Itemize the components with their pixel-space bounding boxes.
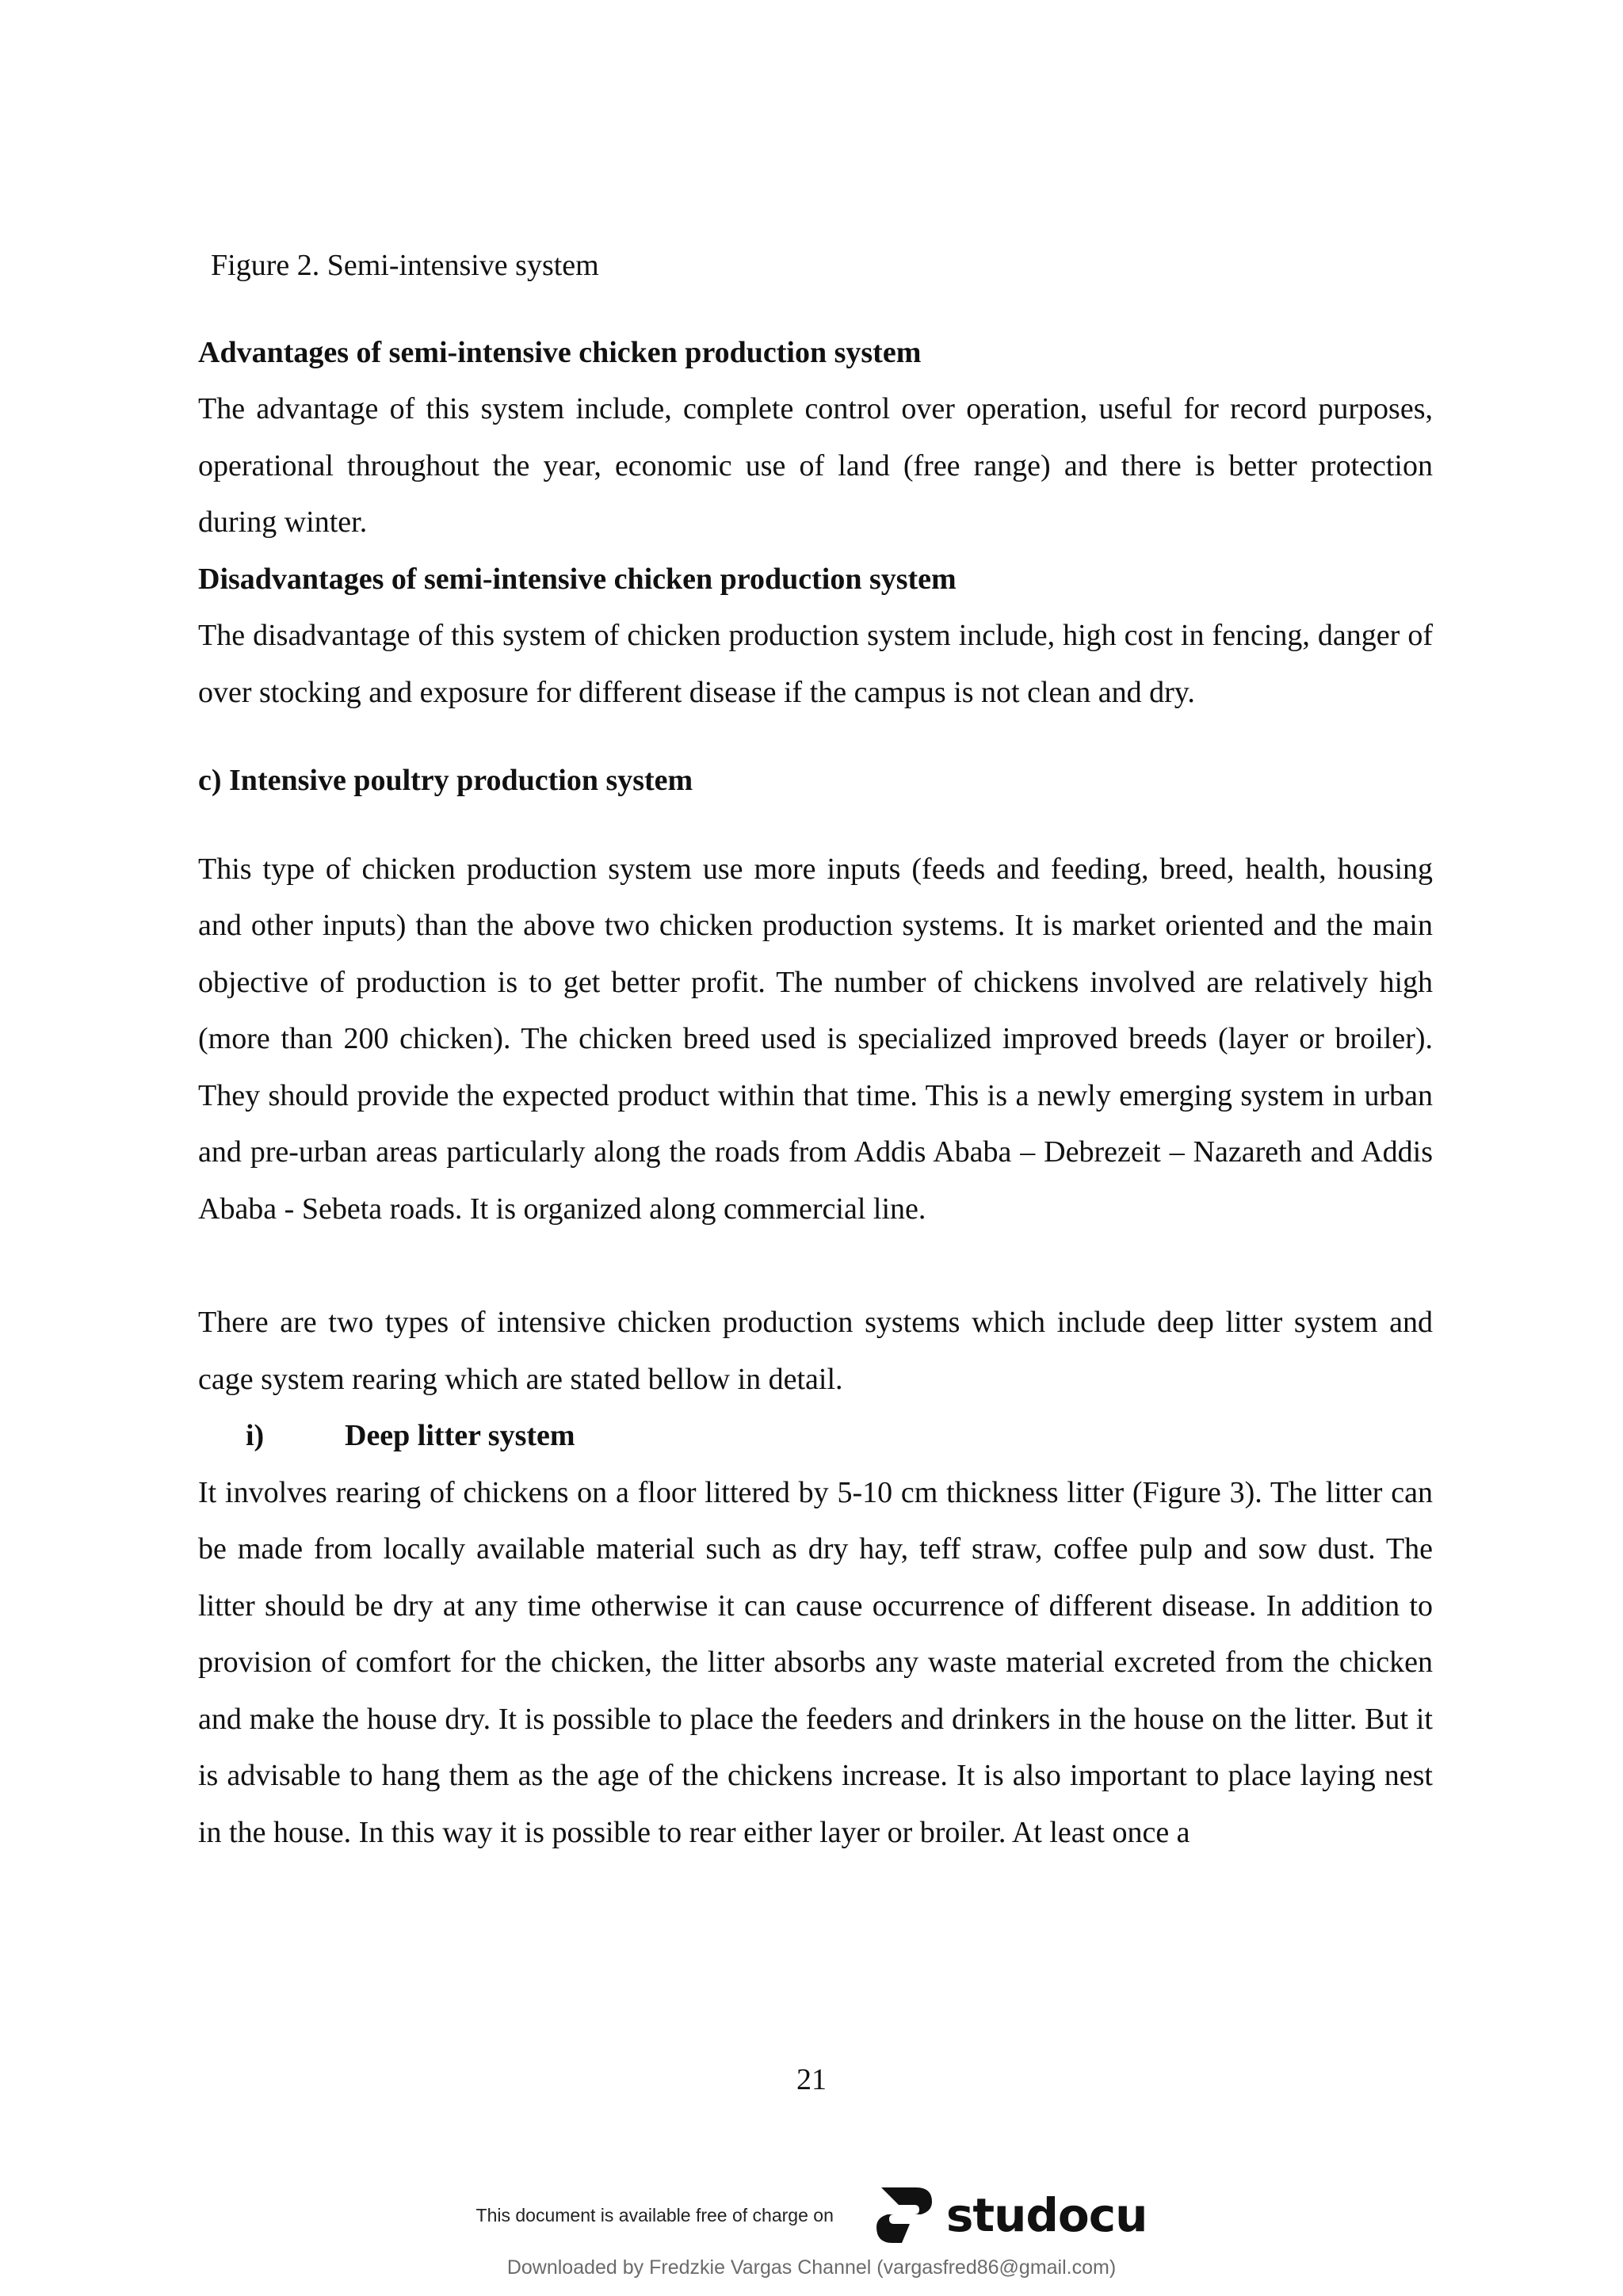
- deep-litter-heading: [198, 1408, 1433, 1465]
- studocu-brand-name: studocu: [945, 2188, 1148, 2242]
- studocu-logo-icon: [870, 2183, 938, 2248]
- studocu-link[interactable]: [870, 2183, 1148, 2248]
- deep-litter-number: i): [246, 1419, 265, 1452]
- disadvantages-heading: Disadvantages of semi-intensive chicken production system: [198, 562, 957, 596]
- footer-row: [476, 2183, 1148, 2248]
- deep-litter-title: Deep litter system: [345, 1419, 575, 1452]
- intensive-heading: c) Intensive poultry production system: [198, 764, 693, 797]
- page-number: 21: [796, 2063, 827, 2096]
- advantages-heading: Advantages of semi-intensive chicken production system: [198, 335, 922, 369]
- footer-note: This document is available free of charge on: [475, 2204, 834, 2225]
- intensive-paragraph: This type of chicken production system use more inputs (feeds and feeding, breed, health, housing and other inputs) than the above two chicken production systems. It is market oriented and the main objective of production is to get better profit. The number of chickens involved are relatively high (more than 200 chicken). The chicken breed used is specialized improved breeds (layer or broiler). They should provide the expected product within that time. This is a newly emerging system in urban and pre-urban areas particularly along the roads from Addis Ababa – Debrezeit – Nazareth and Addis Ababa - Sebeta roads. It is organized along commercial line.: [198, 852, 1433, 1226]
- figure-caption: Figure 2. Semi-intensive system: [211, 249, 599, 282]
- deep-litter-paragraph: It involves rearing of chickens on a floor littered by 5-10 cm thickness litter (Figure 3). The litter can be made from locally available material such as dry hay, teff straw, coffee pulp and sow dust. The litter should be dry at any time otherwise it can cause occurrence of different disease. In addition to provision of comfort for the chicken, the litter absorbs any waste material excreted from the chicken and make the house dry. It is possible to place the feeders and drinkers in the house on the litter. But it is advisable to hang them as the age of the chickens increase. It is also important to place laying nest in the house. In this way it is possible to rear either layer or broiler. At least once a: [198, 1475, 1433, 1849]
- download-note: Downloaded by Fredzkie Vargas Channel (vargasfred86@gmail.com): [506, 2256, 1117, 2279]
- page-content: [198, 238, 1433, 1861]
- types-paragraph: There are two types of intensive chicken production systems which include deep litter system and cage system rearing which are stated bellow in detail.: [198, 1306, 1433, 1396]
- advantages-paragraph: The advantage of this system include, complete control over operation, useful for record purposes, operational throughout the year, economic use of land (free range) and there is better protection during winter.: [198, 392, 1433, 539]
- footer: [0, 2183, 1623, 2248]
- disadvantages-paragraph: The disadvantage of this system of chicken production system include, high cost in fencing, danger of over stocking and exposure for different disease if the campus is not clean and dry.: [198, 619, 1433, 709]
